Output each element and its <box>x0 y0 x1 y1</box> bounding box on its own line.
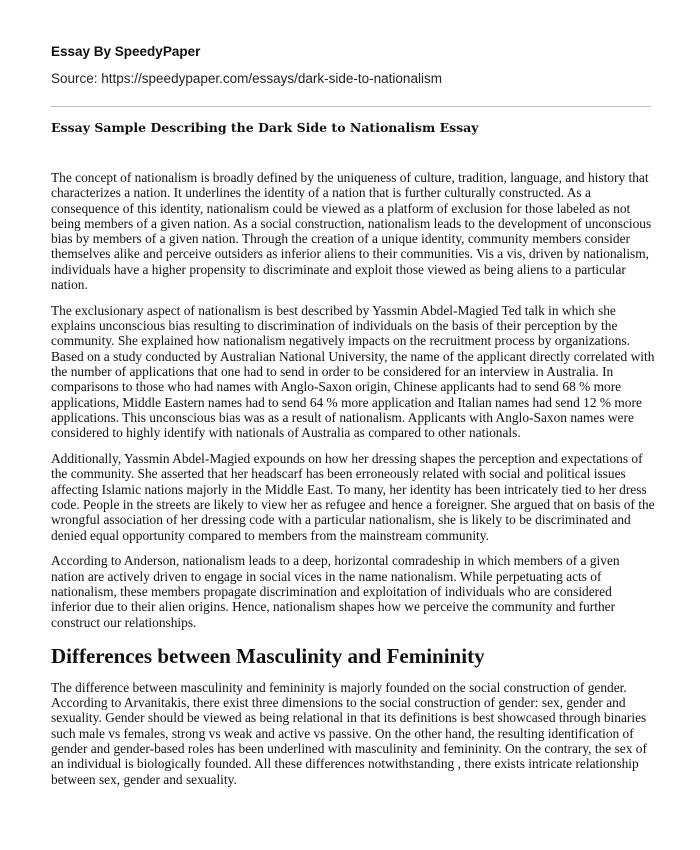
header-divider <box>51 106 651 107</box>
essay-title: Essay Sample Describing the Dark Side to Nationalism Essay <box>51 120 479 135</box>
paragraph-1: The concept of nationalism is broadly defined by the uniqueness of culture, tradition, language, and history that characterizes a nation. It underlines the identity of a nation that is further culturally constructed. As a consequence of this identity, nationalism could be viewed as a platform of exclusion for those labeled as not being members of a given nation. As a social construction, nationalism leads to the development of unconscious bias by members of a given nation. Through the creation of a unique identity, community members consider themselves alike and perceive outsiders as inferior aliens to their communities. Vis a vis, driven by nationalism, individuals have a higher propensity to discriminate and exploit those viewed as being aliens to a particular nation. <box>51 170 652 293</box>
essay-body <box>51 170 655 797</box>
section-heading: Differences between Masculinity and Femininity <box>51 643 485 668</box>
paragraph-4: According to Anderson, nationalism leads to a deep, horizontal comradeship in which members of a given nation are actively driven to engage in social vices in the name nationalism. While perpetuating acts of nationalism, these members propagate discrimination and exploitation of individuals who are considered inferior due to their alien origins. Hence, nationalism shapes how we perceive the community and further construct our relationships. <box>51 553 620 630</box>
section-paragraph: The difference between masculinity and femininity is majorly founded on the social construction of gender. According to Arvanitakis, there exist three dimensions to the social construction of gender: sex, gender and sexuality. Gender should be viewed as being relational in that its definitions is best showcased through binaries such male vs females, strong vs weak and active vs passive. On the other hand, the resulting identification of gender and gender-based roles has been underlined with masculinity and femininity. On the contrary, the sex of an individual is biologically founded. All these differences notwithstanding , there exists intricate relationship between sex, gender and sexuality. <box>51 679 647 787</box>
essay-author-line: Essay By SpeedyPaper <box>51 44 201 59</box>
source-line: Source: https://speedypaper.com/essays/dark-side-to-nationalism <box>51 71 442 86</box>
paragraph-3: Additionally, Yassmin Abdel-Magied expounds on how her dressing shapes the perception and expectations of the community. She asserted that her headscarf has been erroneously related with social and political issues affecting Islamic nations majorly in the Middle East. To many, her identity has been intricately tied to her dress code. People in the streets are likely to view her as refugee and hence a foreigner. She argued that on basis of the wrongful association of her dressing code with a particular nationalism, she is likely to be discriminated and denied equal opportunity compared to members from the mainstream community. <box>51 451 655 543</box>
paragraph-2: The exclusionary aspect of nationalism is best described by Yassmin Abdel-Magied Ted talk in which she explains unconscious bias resulting to discrimination of individuals on the basis of their perception by the community. She explained how nationalism negatively impacts on the recruitment process by organizations. Based on a study conducted by Australian National University, the name of the applicant directly correlated with the number of applications that one had to send in order to be considered for an interview in Australia. In comparisons to those who had names with Anglo-Saxon origin, Chinese applicants had to send 68 % more applications, Middle Eastern names had to send 64 % more application and Italian names had send 12 % more applications. This unconscious bias was as a result of nationalism. Applicants with Anglo-Saxon names were considered to highly identify with nationals of Australia as compared to other nationals. <box>51 302 655 441</box>
